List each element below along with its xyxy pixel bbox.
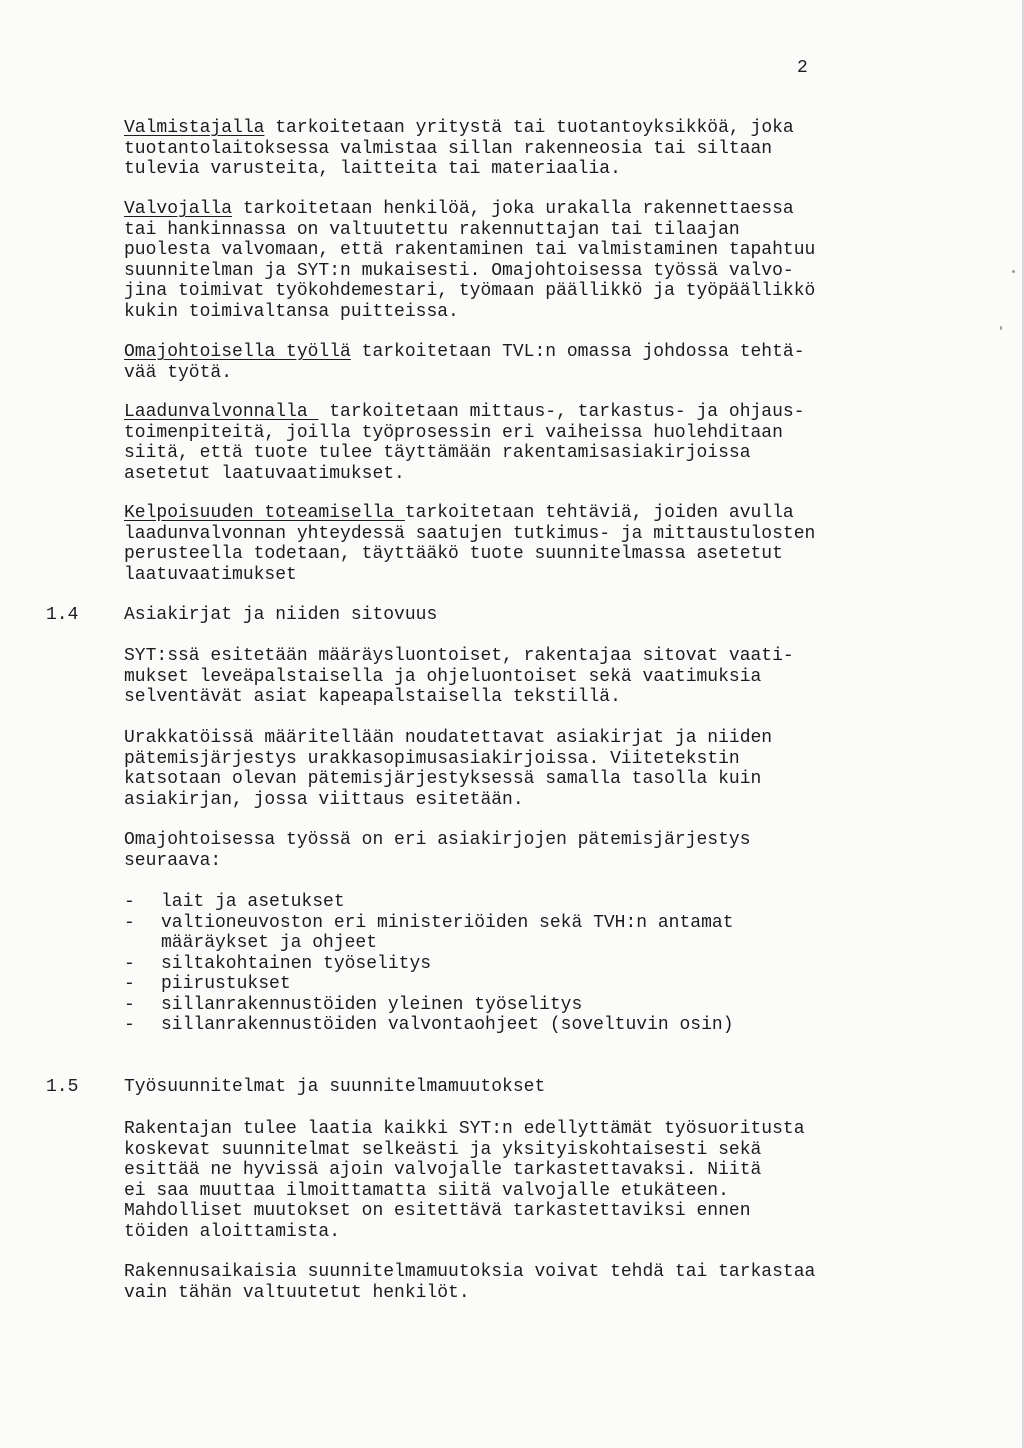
list-bullet: -: [124, 1015, 135, 1035]
list-bullet: -: [124, 994, 135, 1015]
definition-term: Laadunvalvonnalla: [124, 402, 319, 422]
paragraph-line: seuraava:: [124, 850, 222, 871]
paragraph-line: selventävät asiat kapeapalstaisella tekstillä.: [124, 687, 621, 707]
list-bullet: -: [124, 953, 135, 974]
definition-omajohtoisella-tyolla: [124, 342, 896, 383]
section-heading: Asiakirjat ja niiden sitovuus: [124, 605, 438, 625]
definition-text-line: tarkoitetaan tehtäviä, joiden avulla: [404, 503, 794, 523]
list-item: [124, 954, 734, 975]
list-item-text: lait ja asetukset: [161, 892, 345, 912]
list-item-text: piirustukset: [161, 974, 291, 994]
definition-text-line: siitä, että tuote tulee täyttämään rakentamisasiakirjoissa: [124, 443, 751, 463]
paragraph-line: Mahdolliset muutokset on esitettävä tarkastettaviksi ennen: [124, 1201, 751, 1221]
list-item: [124, 913, 734, 934]
definition-text-line: kukin toimivaltansa puitteissa.: [124, 301, 459, 322]
paragraph-line: katsotaan olevan pätemisjärjestyksessä samalla tasolla kuin: [124, 769, 762, 789]
definition-text-line: perusteella todetaan, täyttääkö tuote suunnitelmassa asetetut: [124, 544, 783, 564]
definition-text-line: tarkoitetaan mittaus-, tarkastus- ja ohjaus-: [318, 402, 805, 422]
list-item-text: siltakohtainen työselitys: [161, 953, 432, 974]
scan-speck: [1000, 326, 1002, 330]
list-item: [124, 1015, 734, 1036]
definition-valmistajalla: [124, 118, 896, 180]
document-hierarchy-list: [124, 892, 734, 1036]
list-item: [124, 892, 734, 913]
list-item-text: valtioneuvoston eri ministeriöiden sekä TVH:n antamat: [161, 912, 734, 933]
list-item-text: sillanrakennustöiden yleinen työselitys: [161, 994, 583, 1015]
definition-text-line: laatuvaatimukset: [124, 564, 297, 585]
paragraph-line: vain tähän valtuutetut henkilöt.: [124, 1282, 470, 1303]
paragraph-line: pätemisjärjestys urakkasopimusasiakirjoissa. Viitetekstin: [124, 748, 740, 769]
paragraph-line: Urakkatöissä määritellään noudatettavat asiakirjat ja niiden: [124, 728, 773, 748]
paragraph-line: ei saa muuttaa ilmoittamatta siitä valvojalle etukäteen.: [124, 1180, 729, 1201]
section-paragraph: [124, 830, 896, 871]
section-number: 1.4: [46, 605, 79, 625]
paragraph-line: esittää ne hyvissä ajoin valvojalle tarkastettavaksi. Niitä: [124, 1160, 762, 1180]
section-paragraph: [124, 728, 896, 810]
paragraph-line: Omajohtoisessa työssä on eri asiakirjojen pätemisjärjestys: [124, 830, 751, 850]
section-number: 1.5: [46, 1077, 79, 1097]
definition-laadunvalvonnalla: [124, 402, 896, 484]
definition-term: Kelpoisuuden toteamisella: [124, 503, 405, 523]
list-bullet: -: [124, 892, 135, 912]
section-paragraph: [124, 1262, 896, 1303]
scan-speck: [1012, 270, 1015, 273]
list-item: [124, 995, 734, 1016]
definition-text-line: tai hankinnassa on valtuutettu rakennuttajan tai tilaajan: [124, 219, 740, 240]
paragraph-line: asiakirjan, jossa viittaus esitetään.: [124, 789, 524, 810]
definition-term: Valmistajalla: [124, 118, 265, 138]
paragraph-line: Rakentajan tulee laatia kaikki SYT:n edellyttämät työsuoritusta: [124, 1119, 805, 1139]
definition-text-line: laadunvalvonnan yhteydessä saatujen tutkimus- ja mittaustulosten: [124, 523, 816, 544]
paragraph-line: Rakennusaikaisia suunnitelmamuutoksia voivat tehdä tai tarkastaa: [124, 1262, 816, 1282]
paragraph-line: töiden aloittamista.: [124, 1221, 341, 1242]
definition-text-line: tarkoitetaan henkilöä, joka urakalla rakennettaessa: [232, 199, 794, 219]
definition-text-line: puolesta valvomaan, että rakentaminen tai valmistaminen tapahtuu: [124, 240, 816, 260]
page-number: 2: [797, 58, 808, 78]
paragraph-line: SYT:ssä esitetään määräysluontoiset, rakentajaa sitovat vaati-: [124, 646, 794, 666]
paragraph-line: koskevat suunnitelmat selkeästi ja yksityiskohtaisesti sekä: [124, 1139, 762, 1160]
definition-text-line: tuotantolaitoksessa valmistaa sillan rakenneosia tai siltaan: [124, 138, 773, 159]
definition-text-line: jina toimivat työkohdemestari, työmaan päällikkö ja työpäällikkö: [124, 281, 816, 301]
section-paragraph: [124, 646, 896, 708]
definition-text-line: suunnitelman ja SYT:n mukaisesti. Omajohtoisessa työssä valvo-: [124, 260, 794, 281]
list-bullet: -: [124, 912, 135, 933]
list-item-text: sillanrakennustöiden valvontaohjeet (soveltuvin osin): [161, 1015, 734, 1035]
definition-text-line: tarkoitetaan TVL:n omassa johdossa tehtä-: [350, 342, 805, 362]
definition-valvojalla: [124, 199, 896, 322]
paragraph-line: mukset leveäpalstaisella ja ohjeluontoiset sekä vaatimuksia: [124, 666, 762, 687]
list-item-text: määräykset ja ohjeet: [161, 933, 378, 953]
list-bullet: -: [124, 974, 135, 994]
definition-text-line: tulevia varusteita, laitteita tai materiaalia.: [124, 159, 621, 179]
definition-kelpoisuuden-toteamisella: [124, 503, 896, 585]
definition-term: Valvojalla: [124, 199, 233, 219]
section-paragraph: [124, 1119, 896, 1242]
list-item: [124, 974, 734, 995]
definition-text-line: asetetut laatuvaatimukset.: [124, 463, 405, 484]
definition-text-line: tarkoitetaan yritystä tai tuotantoyksikköä, joka: [264, 118, 794, 138]
definition-text-line: toimenpiteitä, joilla työprosessin eri vaiheissa huolehditaan: [124, 422, 783, 443]
definition-text-line: vää työtä.: [124, 362, 233, 383]
section-heading: Työsuunnitelmat ja suunnitelmamuutokset: [124, 1077, 546, 1097]
definition-term: Omajohtoisella työllä: [124, 342, 351, 362]
list-bullet-spacer: [124, 933, 161, 954]
list-item: [124, 933, 734, 954]
